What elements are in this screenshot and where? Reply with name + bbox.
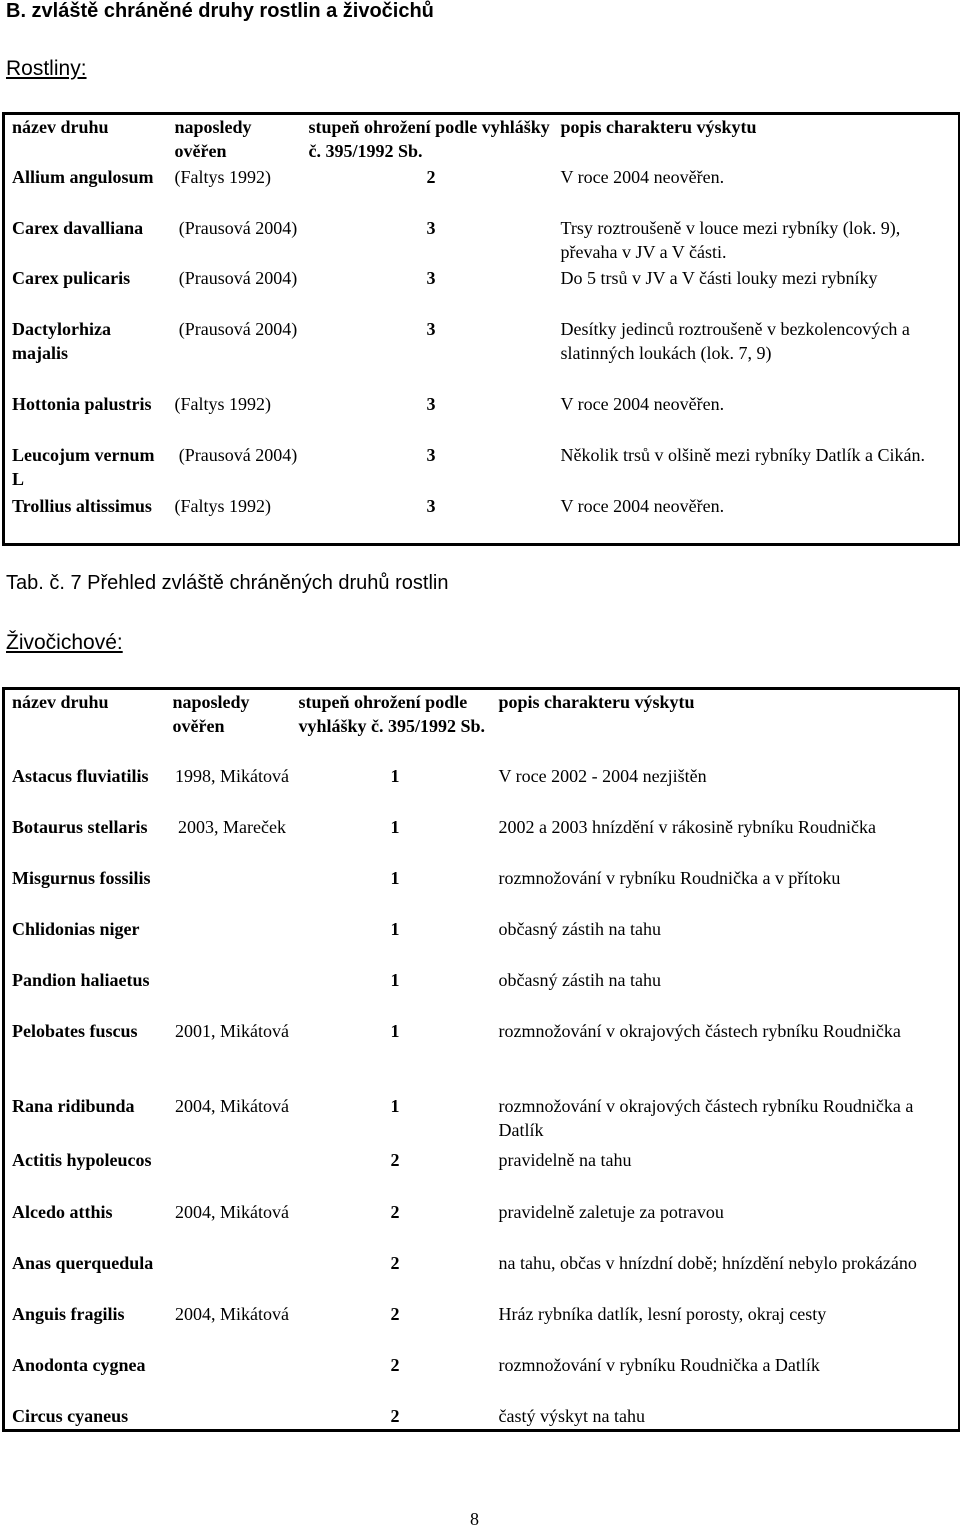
verified-by — [166, 1251, 292, 1302]
plants-heading: Rostliny: — [6, 57, 87, 80]
table-row — [4, 1200, 960, 1251]
occurrence-description: občasný zástih na tahu — [498, 918, 661, 939]
species-name: Rana ridibunda — [12, 1095, 135, 1116]
plants-table-caption: Tab. č. 7 Přehled zvláště chráněných druhů rostlin — [6, 572, 449, 594]
occurrence-description: Do 5 trsů v JV a V části louky mezi rybníky — [560, 267, 878, 288]
occurrence-description: na tahu, občas v hnízdní době; hnízdění nebylo prokázáno — [498, 1252, 917, 1273]
species-name: Allium angulosum — [12, 166, 154, 187]
plants-header-verified: naposledy ověřen — [174, 117, 252, 161]
table-row — [4, 1353, 960, 1404]
verified-by: 2004, Mikátová — [175, 1095, 289, 1116]
verified-by: (Prausová 2004) — [178, 267, 298, 288]
species-name: Carex davalliana — [12, 217, 144, 238]
table-row — [4, 494, 960, 545]
threat-degree: 1 — [390, 765, 400, 786]
threat-degree: 1 — [390, 867, 400, 888]
table-row — [4, 917, 960, 968]
table-row — [4, 443, 960, 494]
verified-by: (Faltys 1992) — [174, 166, 271, 187]
verified-by: 1998, Mikátová — [175, 765, 289, 786]
species-name: Pandion haliaetus — [12, 969, 150, 990]
threat-degree: 2 — [390, 1405, 400, 1426]
occurrence-description: rozmnožování v okrajových částech rybníku Roudnička a Datlík — [498, 1095, 914, 1140]
threat-degree: 1 — [390, 969, 400, 990]
occurrence-description: rozmnožování v okrajových částech rybníku Roudnička — [498, 1020, 901, 1041]
verified-by: (Faltys 1992) — [174, 393, 271, 414]
threat-degree: 1 — [390, 1020, 400, 1041]
table-row — [4, 266, 960, 317]
table-row — [4, 968, 960, 1019]
verified-by: (Faltys 1992) — [174, 495, 271, 516]
species-name: Astacus fluviatilis — [12, 765, 149, 786]
occurrence-description: rozmnožování v rybníku Roudnička a Datlík — [498, 1354, 820, 1375]
occurrence-description: V roce 2004 neověřen. — [560, 393, 725, 414]
verified-by: 2003, Mareček — [178, 816, 286, 837]
table-row — [4, 317, 960, 392]
plants-header-degree: stupeň ohrožení podle vyhlášky č. 395/1992 Sb. — [308, 117, 550, 161]
species-name: Actitis hypoleucos — [12, 1149, 152, 1170]
occurrence-description: pravidelně zaletuje za potravou — [498, 1201, 724, 1222]
animals-heading: Živočichové: — [6, 631, 123, 654]
occurrence-description: občasný zástih na tahu — [498, 969, 661, 990]
verified-by: (Prausová 2004) — [178, 444, 298, 465]
animals-table — [2, 687, 960, 1432]
page-number: 8 — [470, 1509, 479, 1529]
section-title: B. zvláště chráněné druhy rostlin a živočichů — [6, 0, 434, 22]
animals-header-description: popis charakteru výskytu — [498, 692, 695, 712]
occurrence-description: V roce 2004 neověřen. — [560, 495, 725, 516]
verified-by — [166, 917, 292, 968]
occurrence-description: rozmnožování v rybníku Roudnička a v přítoku — [498, 867, 841, 888]
verified-by — [166, 968, 292, 1019]
plants-table — [2, 112, 960, 546]
occurrence-description: pravidelně na tahu — [498, 1149, 632, 1170]
table-row — [4, 764, 960, 815]
table-row — [4, 1148, 960, 1200]
table-row — [4, 1404, 960, 1431]
species-name: Circus cyaneus — [12, 1405, 129, 1426]
verified-by — [166, 866, 292, 917]
table-row — [4, 1251, 960, 1302]
species-name: Alcedo atthis — [12, 1201, 113, 1222]
occurrence-description: Hráz rybníka datlík, lesní porosty, okraj cesty — [498, 1303, 827, 1324]
occurrence-description: Desítky jedinců roztroušeně v bezkolencových a slatinných loukách (lok. 7, 9) — [560, 318, 910, 363]
occurrence-description: Trsy roztroušeně v louce mezi rybníky (lok. 9), převaha v JV a V části. — [560, 217, 901, 262]
verified-by: (Prausová 2004) — [178, 217, 298, 238]
occurrence-description: Několik trsů v olšině mezi rybníky Datlík a Cikán. — [560, 444, 925, 465]
verified-by: 2001, Mikátová — [175, 1020, 289, 1041]
table-row — [4, 216, 960, 266]
species-name: Anodonta cygnea — [12, 1354, 146, 1375]
verified-by: 2004, Mikátová — [175, 1303, 289, 1324]
plants-header-description: popis charakteru výskytu — [560, 117, 757, 137]
threat-degree: 3 — [426, 267, 436, 288]
species-name: Carex pulicaris — [12, 267, 131, 288]
threat-degree: 3 — [426, 444, 436, 465]
occurrence-description: častý výskyt na tahu — [498, 1405, 645, 1426]
animals-header-degree: stupeň ohrožení podle vyhlášky č. 395/1992 Sb. — [298, 692, 486, 736]
threat-degree: 2 — [390, 1303, 400, 1324]
species-name: Misgurnus fossilis — [12, 867, 151, 888]
table-row — [4, 1019, 960, 1094]
table-row — [4, 392, 960, 443]
threat-degree: 3 — [426, 393, 436, 414]
species-name: Dactylorhiza majalis — [12, 318, 111, 363]
species-name: Anas querquedula — [12, 1252, 154, 1273]
species-name: Trollius altissimus — [12, 495, 152, 516]
threat-degree: 3 — [426, 495, 436, 516]
species-name: Anguis fragilis — [12, 1303, 125, 1324]
verified-by: 2004, Mikátová — [175, 1201, 289, 1222]
species-name: Hottonia palustris — [12, 393, 152, 414]
species-name: Leucojum vernum L — [12, 444, 155, 489]
threat-degree: 1 — [390, 1095, 400, 1116]
species-name: Chlidonias niger — [12, 918, 140, 939]
occurrence-description: V roce 2004 neověřen. — [560, 166, 725, 187]
threat-degree: 2 — [390, 1149, 400, 1170]
table-row — [4, 866, 960, 917]
table-row — [4, 1094, 960, 1148]
plants-header-name: název druhu — [12, 117, 109, 137]
threat-degree: 1 — [390, 816, 400, 837]
occurrence-description: 2002 a 2003 hnízdění v rákosině rybníku Roudnička — [498, 816, 876, 837]
verified-by: (Prausová 2004) — [178, 318, 298, 339]
species-name: Botaurus stellaris — [12, 816, 148, 837]
table-row — [4, 815, 960, 866]
verified-by — [166, 1353, 292, 1404]
threat-degree: 3 — [426, 318, 436, 339]
threat-degree: 2 — [390, 1252, 400, 1273]
threat-degree: 2 — [390, 1354, 400, 1375]
occurrence-description: V roce 2002 - 2004 nezjištěn — [498, 765, 707, 786]
species-name: Pelobates fuscus — [12, 1020, 138, 1041]
animals-header-verified: naposledy ověřen — [172, 692, 250, 736]
table-row — [4, 165, 960, 216]
threat-degree: 3 — [426, 217, 436, 238]
threat-degree: 1 — [390, 918, 400, 939]
threat-degree: 2 — [426, 166, 436, 187]
animals-header-name: název druhu — [12, 692, 109, 712]
table-row — [4, 1302, 960, 1353]
verified-by — [166, 1404, 292, 1431]
threat-degree: 2 — [390, 1201, 400, 1222]
verified-by — [166, 1148, 292, 1200]
